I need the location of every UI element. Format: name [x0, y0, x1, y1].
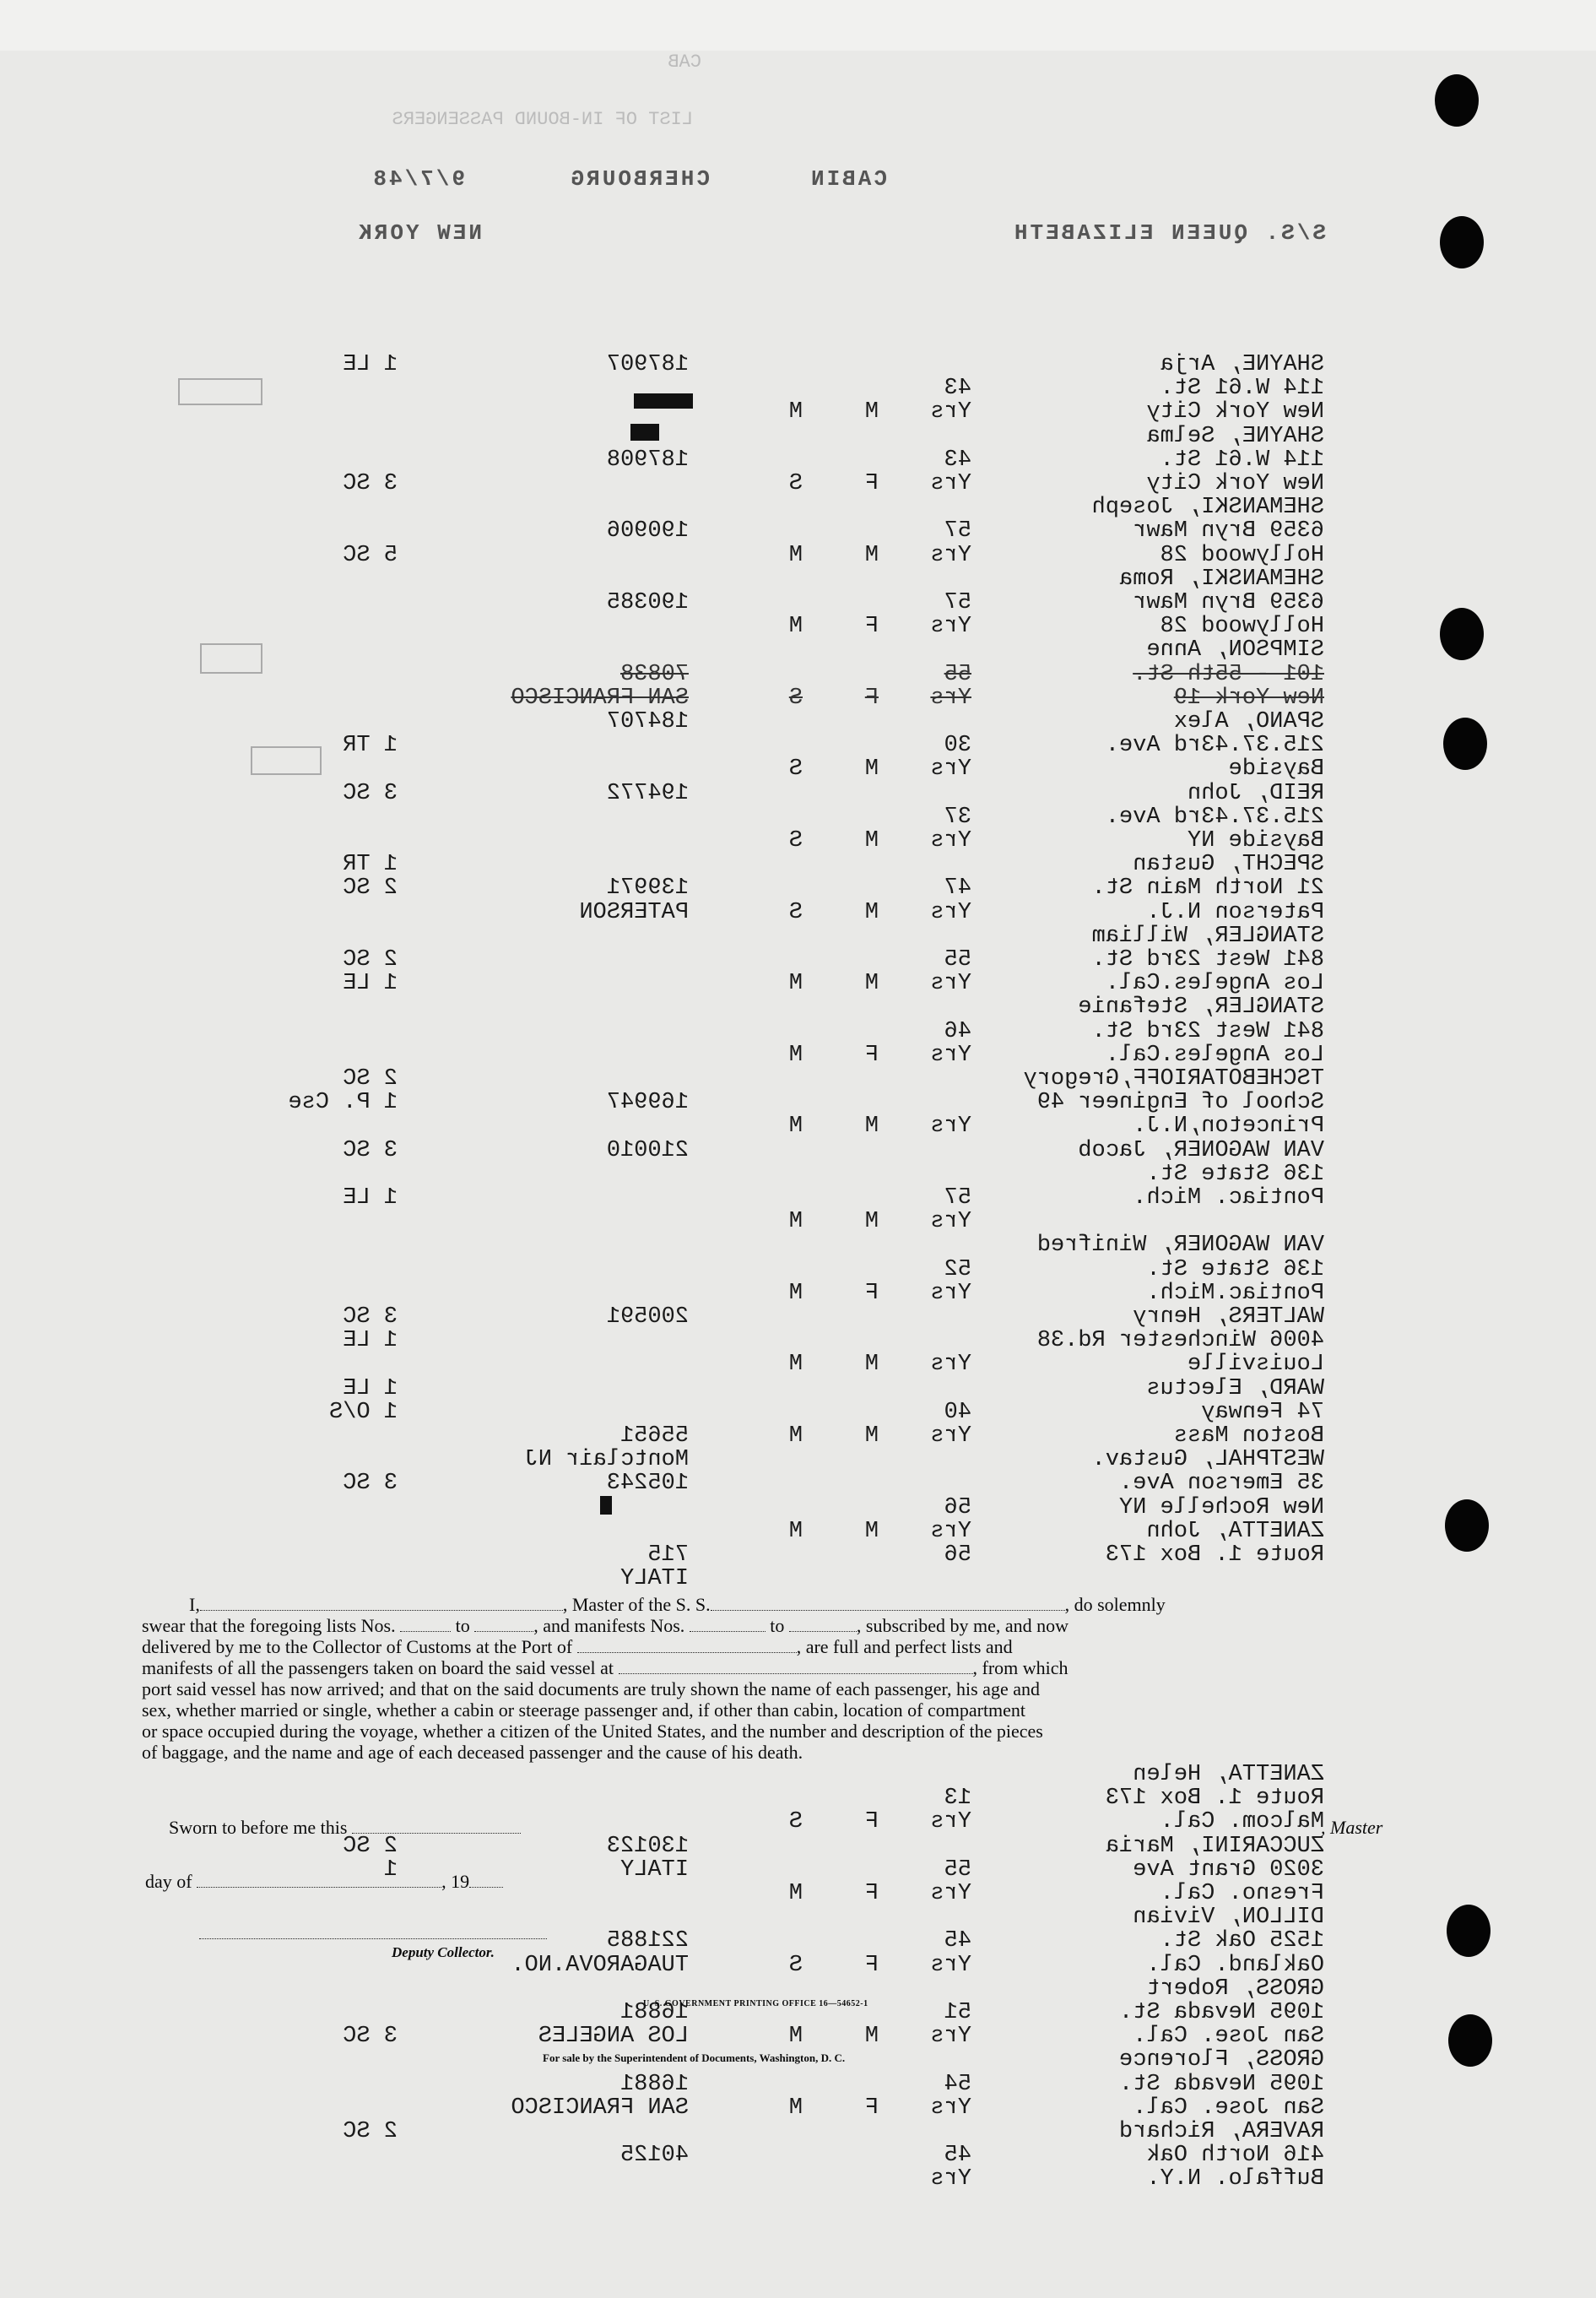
- ink-blot: [634, 393, 693, 409]
- passenger-name: Princeton,N.J.: [1133, 1114, 1324, 1140]
- day-blank: [197, 1887, 441, 1888]
- passenger-age: 55: [944, 947, 971, 973]
- passenger-ref: 40125: [619, 2143, 689, 2169]
- passenger-sex: M: [864, 899, 879, 925]
- passenger-ref: 200591: [606, 1304, 689, 1330]
- passenger-age: Yrs: [930, 1881, 971, 1906]
- passenger-ms: M: [788, 1881, 803, 1906]
- passenger-name: 841 West 23rd St.: [1091, 947, 1324, 973]
- passenger-name: New York City: [1146, 399, 1324, 425]
- passenger-name: 21 North Main St.: [1091, 875, 1324, 902]
- passenger-name: Paterson N.J.: [1146, 899, 1324, 925]
- passenger-ms: S: [788, 756, 803, 783]
- deputy-collector-label: Deputy Collector.: [392, 1944, 495, 1960]
- passenger-name: VAN WAGONER, Jacob: [1078, 1137, 1324, 1163]
- passenger-name: WARD, Electus: [1146, 1375, 1324, 1401]
- day-text: day of: [145, 1871, 192, 1892]
- passenger-name: 136 State St.: [1146, 1161, 1324, 1187]
- oath-text: or space occupied during the voyage, whether a citizen of the United States, and the number and description of the pieces: [142, 1721, 1043, 1742]
- passenger-name: Buffalo. N.Y.: [1146, 2166, 1324, 2192]
- sailing-date: 9/7/48: [371, 166, 465, 192]
- passenger-code: 3 SC: [343, 1304, 398, 1330]
- sworn-date-blank: [352, 1833, 521, 1834]
- passenger-age: 43: [944, 376, 971, 402]
- passenger-name: SHEMANSKI, Roma: [1118, 566, 1324, 592]
- passenger-code: 2 SC: [343, 1833, 398, 1859]
- manifest-to-blank: [789, 1616, 857, 1632]
- passenger-ref: SAN FRANCISCO: [511, 685, 689, 711]
- passenger-ms: M: [788, 542, 803, 568]
- passenger-name: San Jose. Cal.: [1133, 2024, 1324, 2050]
- passenger-name: VAN WAGONER, Winifred: [1036, 1233, 1324, 1259]
- passenger-code: 2 SC: [343, 2119, 398, 2144]
- vessel-blank: [711, 1595, 1065, 1611]
- passenger-ms: M: [788, 1042, 803, 1068]
- passenger-name: Malcom. Cal.: [1160, 1809, 1324, 1835]
- stamp-box: [251, 746, 322, 775]
- passenger-age: 55: [944, 1856, 971, 1883]
- class-label: CABIN: [808, 166, 887, 192]
- passenger-sex: M: [864, 542, 879, 568]
- passenger-name: Hollywood 28: [1160, 614, 1324, 640]
- passenger-age: 30: [944, 733, 971, 759]
- vessel-name: S/S. QUEEN ELIZABETH: [1011, 220, 1326, 246]
- passenger-sex: F: [864, 1280, 879, 1306]
- passenger-age: Yrs: [930, 756, 971, 783]
- passenger-name: 35 Emerson Ave.: [1118, 1471, 1324, 1497]
- passenger-ms: S: [788, 828, 803, 854]
- passenger-ms: M: [788, 1352, 803, 1378]
- master-oath: [142, 1594, 1408, 1763]
- passenger-age: Yrs: [930, 2095, 971, 2121]
- passenger-name: Hollywood 28: [1160, 542, 1324, 568]
- list-from-blank: [400, 1616, 451, 1632]
- passenger-ms: M: [788, 1280, 803, 1306]
- passenger-ref: 130123: [606, 1833, 689, 1859]
- passenger-age: Yrs: [930, 1209, 971, 1235]
- passenger-name: GROSS, Florence: [1118, 2047, 1324, 2073]
- passenger-name: New Rochelle NY: [1118, 1494, 1324, 1520]
- passenger-name: 3020 Grant Ave: [1133, 1856, 1324, 1883]
- passenger-age: 52: [944, 1256, 971, 1282]
- passenger-name: Bayside NY: [1187, 828, 1324, 854]
- passenger-age: 37: [944, 804, 971, 830]
- passenger-name: SHAYNE, Arja: [1160, 352, 1324, 377]
- passenger-sex: F: [864, 1809, 879, 1835]
- passenger-age: 51: [944, 2000, 971, 2025]
- passenger-age: 56: [944, 1542, 971, 1568]
- passenger-name: ZANETTA, John: [1146, 1518, 1324, 1544]
- faint-stamp: CAB: [668, 51, 701, 73]
- passenger-code: 1 TR: [343, 733, 398, 759]
- embark-port-blank: [619, 1658, 973, 1674]
- passenger-age: Yrs: [930, 399, 971, 425]
- passenger-code: 1 P. Cse: [288, 1090, 398, 1116]
- passenger-age: Yrs: [930, 1809, 971, 1835]
- passenger-code: 3 SC: [343, 1471, 398, 1497]
- passenger-name: SHEMANSKI, Joseph: [1091, 495, 1324, 521]
- passenger-age: Yrs: [930, 1114, 971, 1140]
- oath-text: of baggage, and the name and age of each deceased passenger and the cause of his death.: [142, 1742, 803, 1763]
- oath-text: , subscribed by me, and now: [856, 1615, 1069, 1636]
- ink-blot: [600, 1496, 612, 1515]
- passenger-ms: S: [788, 1952, 803, 1978]
- passenger-ms: S: [788, 1809, 803, 1835]
- passenger-name: Route 1. Box 173: [1105, 1542, 1324, 1568]
- passenger-name: SIMPSON, Anne: [1146, 637, 1324, 664]
- oath-text: , from which: [972, 1657, 1069, 1678]
- passenger-ms: S: [788, 471, 803, 496]
- ink-blot: [630, 424, 659, 441]
- passenger-name: Los Angeles.Cal.: [1105, 1042, 1324, 1068]
- passenger-age: Yrs: [930, 1952, 971, 1978]
- passenger-sex: F: [864, 471, 879, 496]
- passenger-ms: M: [788, 1518, 803, 1544]
- passenger-code: 3 SC: [343, 471, 398, 496]
- passenger-code: 1 LE: [343, 352, 398, 377]
- oath-text: delivered by me to the Collector of Customs at the Port of: [142, 1636, 573, 1657]
- passenger-sex: F: [864, 1952, 879, 1978]
- oath-text: , are full and perfect lists and: [796, 1636, 1013, 1657]
- passenger-age: Yrs: [930, 1518, 971, 1544]
- passenger-name: School of Engineer 49: [1036, 1090, 1324, 1116]
- passenger-age: Yrs: [930, 971, 971, 997]
- sale-notice: For sale by the Superintendent of Documents, Washington, D. C.: [543, 2051, 846, 2064]
- passenger-ref: 70838: [619, 661, 689, 687]
- passenger-ms: M: [788, 399, 803, 425]
- passenger-age: 56: [944, 1494, 971, 1520]
- sworn-text: Sworn to before me this: [169, 1817, 348, 1838]
- passenger-name: RAVERA, Richard: [1118, 2119, 1324, 2144]
- passenger-age: Yrs: [930, 899, 971, 925]
- master-name-blank: [200, 1595, 563, 1611]
- passenger-name: 74 Fenway: [1201, 1399, 1324, 1425]
- passenger-code: 1 LE: [343, 1375, 398, 1401]
- passenger-name: SHAYNE, Selma: [1146, 423, 1324, 449]
- passenger-name: WESTPHAL, Gustav.: [1091, 1447, 1324, 1473]
- passenger-name: Pontiac. Mich.: [1133, 1185, 1324, 1211]
- passenger-code: 2 SC: [343, 947, 398, 973]
- passenger-ref: TUAGAROVA.NO.: [511, 1952, 689, 1978]
- passenger-name: STANGLER, William: [1091, 923, 1324, 949]
- passenger-ref: 105243: [606, 1471, 689, 1497]
- arrival-port: NEW YORK: [356, 220, 482, 246]
- faint-title: LIST OF IN-BOUND PASSENGERS: [392, 109, 693, 130]
- passenger-ref: 16881: [619, 2000, 689, 2025]
- stamp-box: [200, 643, 262, 674]
- passenger-name: 136 State St.: [1146, 1256, 1324, 1282]
- passenger-sex: F: [864, 614, 879, 640]
- passenger-age: Yrs: [930, 1423, 971, 1449]
- passenger-name: New York 19: [1173, 685, 1324, 711]
- passenger-age: 45: [944, 2143, 971, 2169]
- passenger-ref: 139971: [606, 875, 689, 902]
- passenger-name: GROSS, Robert: [1146, 1976, 1324, 2002]
- port-blank: [577, 1637, 797, 1653]
- sworn-line: [169, 1817, 521, 1839]
- passenger-sex: M: [864, 399, 879, 425]
- passenger-code: 1 LE: [343, 1185, 398, 1211]
- passenger-sex: F: [864, 1042, 879, 1068]
- passenger-name: 215.37.43rd Ave.: [1105, 804, 1324, 830]
- passenger-age: Yrs: [930, 1042, 971, 1068]
- passenger-sex: F: [864, 685, 879, 711]
- passenger-age: Yrs: [930, 542, 971, 568]
- passenger-ref: SAN FRANCISCO: [511, 2095, 689, 2121]
- passenger-age: Yrs: [930, 471, 971, 496]
- passenger-name: REID, John: [1187, 780, 1324, 806]
- passenger-name: Pontiac.Mich.: [1146, 1280, 1324, 1306]
- passenger-name: DILLON, Vivian: [1133, 1905, 1324, 1931]
- passenger-name: Fresno. Cal.: [1160, 1881, 1324, 1906]
- passenger-age: 57: [944, 518, 971, 545]
- passenger-sex: M: [864, 2024, 879, 2050]
- passenger-ref: ITALY: [619, 1856, 689, 1883]
- passenger-ref: Montclair NJ: [524, 1447, 689, 1473]
- stamp-box: [178, 378, 262, 405]
- passenger-ref: PATERSON: [579, 899, 689, 925]
- passenger-sex: M: [864, 828, 879, 854]
- manifest-from-blank: [690, 1616, 766, 1632]
- passenger-name: 114 W.61 St.: [1160, 447, 1324, 473]
- passenger-code: 1 LE: [343, 971, 398, 997]
- passenger-name: TSCHEBOTARIOFF,Gregory: [1023, 1066, 1324, 1092]
- passenger-code: 5 SC: [343, 542, 398, 568]
- passenger-age: 43: [944, 447, 971, 473]
- passenger-age: Yrs: [930, 828, 971, 854]
- passenger-name: 215.37.43rd Ave.: [1105, 733, 1324, 759]
- passenger-age: 46: [944, 1018, 971, 1044]
- passenger-name: 6359 Bryn Mawr: [1133, 590, 1324, 615]
- passenger-age: 40: [944, 1399, 971, 1425]
- passenger-ref: LOS ANGELES: [538, 2024, 689, 2050]
- passenger-name: 1095 Nevada St.: [1118, 2071, 1324, 2097]
- passenger-ref: 715: [647, 1542, 689, 1568]
- passenger-code: 3 SC: [343, 780, 398, 806]
- passenger-sex: M: [864, 1114, 879, 1140]
- passenger-age: 54: [944, 2071, 971, 2097]
- passenger-code: 2 SC: [343, 1066, 398, 1092]
- passenger-sex: F: [864, 1881, 879, 1906]
- passenger-name: 114 W.61 St.: [1160, 376, 1324, 402]
- oath-text: I,: [189, 1594, 200, 1615]
- passenger-ms: M: [788, 1114, 803, 1140]
- passenger-ms: M: [788, 1209, 803, 1235]
- oath-text: manifests of all the passengers taken on board the said vessel at: [142, 1657, 614, 1678]
- passenger-ref: 55651: [619, 1423, 689, 1449]
- passenger-ref: 184707: [606, 709, 689, 734]
- passenger-code: 3 SC: [343, 2024, 398, 2050]
- oath-text: , do solemnly: [1064, 1594, 1166, 1615]
- passenger-code: 3 SC: [343, 1137, 398, 1163]
- printer-imprint: U. S. GOVERNMENT PRINTING OFFICE 16—54652-1: [643, 1999, 868, 2008]
- deputy-signature-line: [199, 1938, 547, 1939]
- passenger-age: 57: [944, 590, 971, 615]
- passenger-code: 1 O/S: [328, 1399, 398, 1425]
- passenger-name: 841 West 23rd St.: [1091, 1018, 1324, 1044]
- passenger-ms: M: [788, 971, 803, 997]
- passenger-age: Yrs: [930, 2166, 971, 2192]
- passenger-sex: M: [864, 1352, 879, 1378]
- passenger-ms: M: [788, 2095, 803, 2121]
- passenger-name: WALTERS, Henry: [1133, 1304, 1324, 1330]
- passenger-name: 6359 Bryn Mawr: [1133, 518, 1324, 545]
- passenger-age: Yrs: [930, 1280, 971, 1306]
- passenger-name: Los Angeles.Cal.: [1105, 971, 1324, 997]
- passenger-age: Yrs: [930, 614, 971, 640]
- passenger-sex: M: [864, 971, 879, 997]
- passenger-name: ZANETTA, Helen: [1133, 1762, 1324, 1787]
- passenger-sex: M: [864, 756, 879, 783]
- passenger-name: 1525 Oak St.: [1160, 1928, 1324, 1954]
- passenger-ref: 190385: [606, 590, 689, 615]
- passenger-ref: 190906: [606, 518, 689, 545]
- passenger-age: 57: [944, 1185, 971, 1211]
- passenger-ref: 194772: [606, 780, 689, 806]
- passenger-sex: M: [864, 1518, 879, 1544]
- passenger-age: 55: [944, 661, 971, 687]
- passenger-name: Bayside: [1228, 756, 1324, 783]
- passenger-ref: 210010: [606, 1137, 689, 1163]
- oath-text: , and manifests Nos.: [533, 1615, 685, 1636]
- passenger-row: [0, 2167, 1596, 2199]
- passenger-sex: F: [864, 2095, 879, 2121]
- passenger-name: 101 - 55th St.: [1133, 661, 1324, 687]
- passenger-name: 416 North Oak: [1146, 2143, 1324, 2169]
- passenger-name: New York City: [1146, 471, 1324, 496]
- passenger-name: SPANO, Alex: [1173, 709, 1324, 734]
- list-to-blank: [474, 1616, 533, 1632]
- passenger-name: 4006 Winchester Rd.38: [1036, 1328, 1324, 1354]
- passenger-age: Yrs: [930, 2024, 971, 2050]
- oath-text: swear that the foregoing lists Nos.: [142, 1615, 396, 1636]
- passenger-age: Yrs: [930, 685, 971, 711]
- passenger-sex: M: [864, 1209, 879, 1235]
- passenger-ref: 187907: [606, 352, 689, 377]
- passenger-ref: 16881: [619, 2071, 689, 2097]
- passenger-name: 1095 Nevada St.: [1118, 2000, 1324, 2025]
- passenger-ms: M: [788, 1423, 803, 1449]
- passenger-code: 1: [383, 1856, 398, 1883]
- passenger-ref: ITALY: [619, 1566, 689, 1592]
- passenger-ref: 221885: [606, 1928, 689, 1954]
- master-label: , Master: [1321, 1817, 1383, 1838]
- year-blank: [469, 1887, 503, 1888]
- passenger-name: Boston Mass: [1173, 1423, 1324, 1449]
- oath-text: to: [455, 1615, 470, 1636]
- passenger-name: STANGLER, Stefanie: [1078, 995, 1324, 1021]
- passenger-ms: M: [788, 2024, 803, 2050]
- passenger-ms: S: [788, 685, 803, 711]
- day-line: [145, 1871, 503, 1893]
- passenger-name: SPECHT, Gustan: [1133, 852, 1324, 878]
- passenger-name: ZUCCARINI, Maria: [1105, 1833, 1324, 1859]
- passenger-name: Route 1. Box 173: [1105, 1786, 1324, 1812]
- oath-text: , Master of the S. S.: [562, 1594, 711, 1615]
- passenger-code: 2 SC: [343, 875, 398, 902]
- oath-text: sex, whether married or single, whether a cabin or steerage passenger and, if other than cabin, location of compartment: [142, 1699, 1026, 1721]
- passenger-age: 13: [944, 1786, 971, 1812]
- master-signature-label: [1321, 1817, 1382, 1839]
- oath-text: to: [770, 1615, 785, 1636]
- passenger-ms: M: [788, 614, 803, 640]
- passenger-sex: M: [864, 1423, 879, 1449]
- passenger-ms: S: [788, 899, 803, 925]
- passenger-age: 47: [944, 875, 971, 902]
- passenger-age: Yrs: [930, 1352, 971, 1378]
- year-text: , 19: [441, 1871, 470, 1892]
- passenger-ref: 169947: [606, 1090, 689, 1116]
- port-sailed: CHERBOURG: [568, 166, 710, 192]
- passenger-code: 1 LE: [343, 1328, 398, 1354]
- oath-text: port said vessel has now arrived; and that on the said documents are truly shown the name of each passenger, his age and: [142, 1678, 1040, 1699]
- passenger-name: San Jose. Cal.: [1133, 2095, 1324, 2121]
- passenger-code: 1 TR: [343, 852, 398, 878]
- passenger-name: Oakland. Cal.: [1146, 1952, 1324, 1978]
- passenger-age: 45: [944, 1928, 971, 1954]
- passenger-name: Louisville: [1187, 1352, 1324, 1378]
- passenger-ref: 187908: [606, 447, 689, 473]
